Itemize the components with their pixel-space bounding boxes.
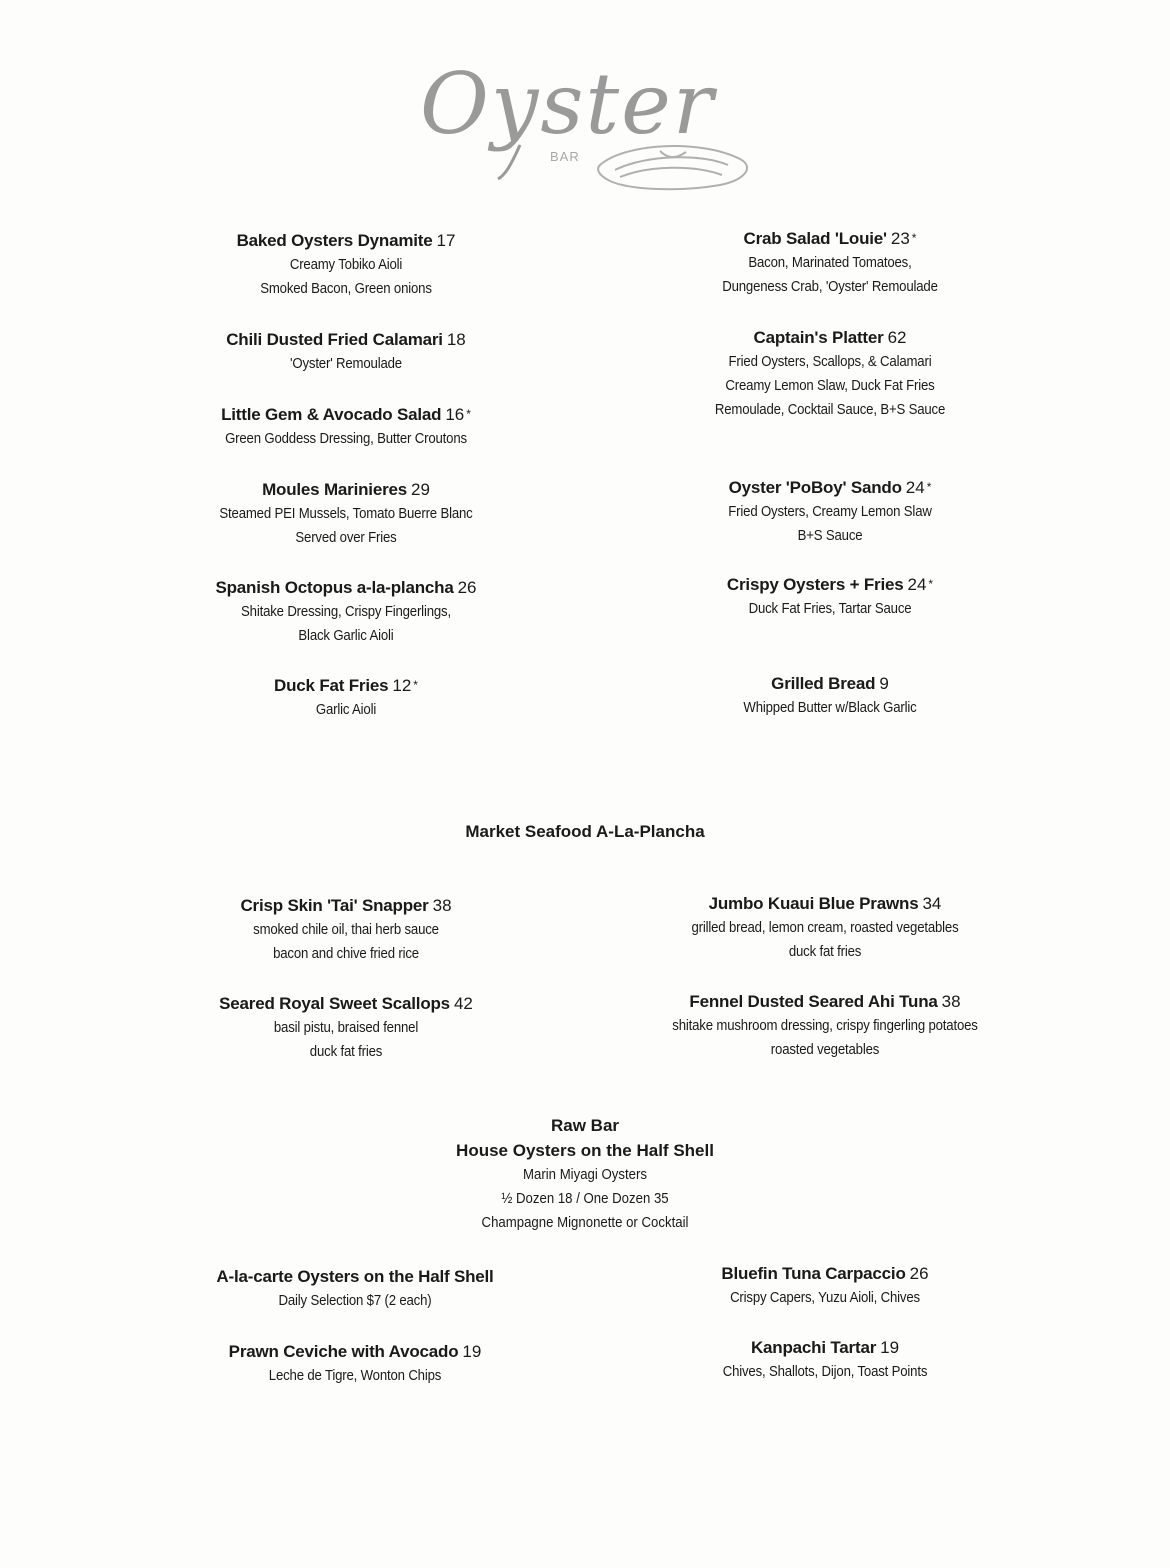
menu-item-description: Green Goddess Dressing, Butter Croutons — [225, 430, 467, 447]
menu-item-price: 62 — [887, 328, 907, 347]
menu-item-title — [709, 1335, 941, 1360]
menu-item-price: 19 — [462, 1342, 482, 1361]
menu-item-description: smoked chile oil, thai herb sauce — [253, 921, 439, 938]
menu-item-name: Little Gem & Avocado Salad — [221, 405, 442, 424]
menu-item — [215, 575, 476, 648]
menu-item-price: 34 — [922, 894, 942, 913]
menu-item-description: Black Garlic Aioli — [298, 627, 394, 644]
menu-item — [699, 325, 961, 422]
menu-item-description: Bacon, Marinated Tomatoes, — [748, 254, 912, 271]
menu-item-title — [673, 891, 976, 916]
menu-item-price: 26 — [457, 578, 477, 597]
menu-item-description: Chives, Shallots, Dijon, Toast Points — [722, 1363, 928, 1380]
market-seafood-heading: Market Seafood A-La-Plancha — [465, 822, 705, 841]
menu-item-price: 24 — [905, 478, 925, 497]
menu-item-title — [229, 1339, 482, 1364]
menu-item-description: roasted vegetables — [770, 1041, 880, 1058]
menu-item-description: 'Oyster' Remoulade — [290, 355, 402, 372]
menu-item-title — [274, 673, 418, 698]
menu-item-title — [717, 1261, 933, 1286]
menu-item-title — [714, 475, 945, 500]
menu-item-asterisk: * — [466, 407, 471, 421]
menu-item-description: Shitake Dressing, Crispy Fingerlings, — [241, 603, 451, 620]
menu-item-asterisk: * — [911, 231, 917, 245]
menu-item — [732, 671, 929, 720]
menu-item-description: shitake mushroom dressing, crispy fingerling potatoes — [672, 1017, 978, 1034]
menu-item-name: Crisp Skin 'Tai' Snapper — [240, 896, 429, 915]
menu-item-price: 19 — [880, 1338, 900, 1357]
menu-item-title — [202, 477, 490, 502]
menu-item-price: 29 — [411, 480, 430, 499]
menu-item-name: Crispy Oysters + Fries — [726, 575, 904, 594]
menu-item-price: 26 — [909, 1264, 929, 1283]
menu-item-price: 38 — [432, 896, 452, 915]
menu-item-name: Jumbo Kuaui Blue Prawns — [708, 894, 919, 913]
menu-item-name: Chili Dusted Fried Calamari — [226, 330, 443, 349]
menu-item-name: Oyster 'PoBoy' Sando — [728, 478, 902, 497]
menu-item-asterisk: * — [928, 577, 934, 591]
menu-item-description: Remoulade, Cocktail Sauce, B+S Sauce — [714, 401, 946, 418]
menu-item-description: Steamed PEI Mussels, Tomato Buerre Blanc — [219, 505, 473, 522]
raw-bar-line: Marin Miyagi Oysters — [523, 1166, 647, 1183]
menu-item — [727, 572, 933, 621]
menu-item-title — [699, 325, 961, 350]
menu-item-price: 42 — [453, 994, 473, 1013]
menu-item-price: 17 — [436, 231, 456, 250]
menu-item-description: Garlic Aioli — [315, 701, 377, 718]
menu-item-name: Seared Royal Sweet Scallops — [219, 994, 450, 1013]
menu-item — [219, 991, 473, 1064]
menu-item-description: Fried Oysters, Scallops, & Calamari — [728, 353, 932, 370]
menu-item-description: Duck Fat Fries, Tartar Sauce — [748, 600, 912, 617]
menu-item — [229, 1339, 482, 1388]
menu-item — [714, 475, 945, 548]
menu-item-title — [727, 572, 933, 597]
menu-item-title — [216, 1264, 493, 1289]
menu-item-price: 38 — [941, 992, 961, 1011]
menu-item-name: Grilled Bread — [771, 674, 876, 693]
menu-item-asterisk: * — [926, 480, 932, 494]
menu-item-description: Fried Oysters, Creamy Lemon Slaw — [728, 503, 932, 520]
menu-item-title — [219, 991, 473, 1016]
menu-item — [237, 228, 456, 301]
logo-word: Oyster — [420, 55, 716, 153]
menu-item-name: Captain's Platter — [753, 328, 884, 347]
menu-item — [216, 1264, 493, 1313]
raw-bar-heading: Raw Bar — [550, 1116, 620, 1135]
menu-item-title — [209, 402, 484, 427]
menu-item-description: bacon and chive fried rice — [273, 945, 419, 962]
menu-item-asterisk: * — [413, 678, 418, 692]
menu-item-name: Baked Oysters Dynamite — [236, 231, 433, 250]
menu-item-description: Whipped Butter w/Black Garlic — [743, 699, 917, 716]
raw-bar-line: Champagne Mignonette or Cocktail — [481, 1214, 689, 1231]
menu-item-description: Creamy Tobiko Aioli — [289, 256, 403, 273]
menu-item — [226, 327, 466, 376]
menu-item-description: basil pistu, braised fennel — [273, 1019, 419, 1036]
raw-bar-line: ½ Dozen 18 / One Dozen 35 — [501, 1190, 669, 1207]
menu-item — [717, 1261, 933, 1310]
menu-item-name: Spanish Octopus a-la-plancha — [215, 578, 454, 597]
menu-item — [209, 402, 484, 451]
menu-item — [274, 673, 418, 722]
menu-item — [673, 891, 976, 964]
oyster-bar-logo — [410, 55, 770, 205]
menu-item-description: Smoked Bacon, Green onions — [260, 280, 432, 297]
menu-item-price: 12 — [392, 676, 412, 695]
menu-item — [240, 893, 451, 966]
menu-item-description: grilled bread, lemon cream, roasted vegetables — [691, 919, 959, 936]
menu-item — [708, 226, 953, 299]
menu-item-title — [215, 575, 476, 600]
logo-sub: BAR — [550, 149, 580, 164]
menu-item-name: A-la-carte Oysters on the Half Shell — [216, 1267, 494, 1286]
menu-item-description: duck fat fries — [309, 1043, 383, 1060]
house-oysters-heading: House Oysters on the Half Shell — [456, 1141, 714, 1160]
menu-item-name: Kanpachi Tartar — [750, 1338, 877, 1357]
menu-item-title — [237, 228, 456, 253]
menu-item-price: 16 — [445, 405, 465, 424]
menu-item-name: Crab Salad 'Louie' — [743, 229, 887, 248]
menu-item-title — [240, 893, 451, 918]
menu-item-description: Leche de Tigre, Wonton Chips — [268, 1367, 442, 1384]
menu-item-price: 9 — [879, 674, 889, 693]
menu-item-name: Bluefin Tuna Carpaccio — [721, 1264, 906, 1283]
menu-item-description: Creamy Lemon Slaw, Duck Fat Fries — [725, 377, 935, 394]
menu-item-price: 23 — [890, 229, 910, 248]
menu-item-title — [651, 989, 998, 1014]
menu-item — [651, 989, 998, 1062]
menu-item-description: B+S Sauce — [797, 527, 863, 544]
menu-item-name: Duck Fat Fries — [274, 676, 389, 695]
menu-item-name: Prawn Ceviche with Avocado — [228, 1342, 459, 1361]
menu-item-name: Fennel Dusted Seared Ahi Tuna — [689, 992, 938, 1011]
menu-item-price: 24 — [907, 575, 927, 594]
menu-item — [202, 477, 490, 550]
menu-item-description: Daily Selection $7 (2 each) — [278, 1292, 432, 1309]
raw-bar-section — [456, 1113, 714, 1235]
menu-item-description: Crispy Capers, Yuzu Aioli, Chives — [730, 1289, 920, 1306]
menu-item-name: Moules Marinieres — [262, 480, 408, 499]
menu-item-title — [732, 671, 929, 696]
menu-item-description: Dungeness Crab, 'Oyster' Remoulade — [722, 278, 938, 295]
menu-item-title — [708, 226, 953, 251]
menu-item-title — [226, 327, 466, 352]
menu-item-price: 18 — [446, 330, 466, 349]
menu-item-description: Served over Fries — [295, 529, 397, 546]
menu-item — [709, 1335, 941, 1384]
menu-item-description: duck fat fries — [788, 943, 862, 960]
